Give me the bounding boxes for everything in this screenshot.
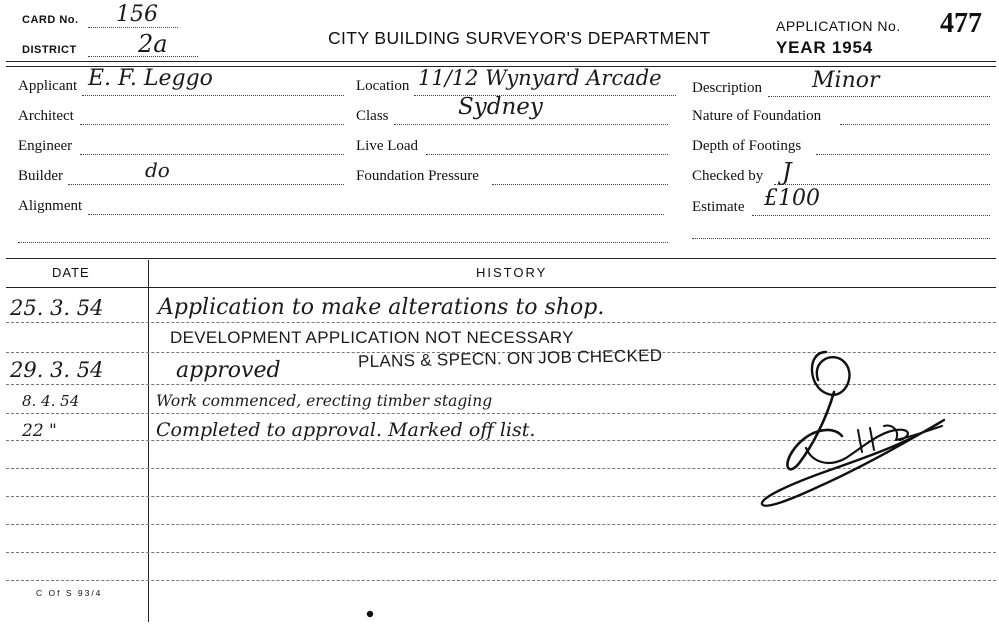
history-entry: approved — [176, 358, 281, 383]
history-date: 22 " — [22, 421, 57, 441]
district-label: DISTRICT — [22, 44, 77, 56]
architect-label: Architect — [18, 108, 74, 124]
location-label: Location — [356, 78, 410, 94]
location-value: 11/12 Wynyard Arcade — [418, 66, 662, 90]
description-value: Minor — [812, 68, 880, 93]
history-entry: Application to make alterations to shop. — [158, 295, 605, 320]
class-label: Class — [356, 108, 389, 124]
district-value: 2a — [138, 30, 168, 58]
department-title: CITY BUILDING SURVEYOR'S DEPARTMENT — [328, 28, 711, 48]
application-no-value: 477 — [940, 8, 982, 39]
builder-value: do — [145, 158, 170, 182]
history-date: 8. 4. 54 — [22, 392, 80, 410]
description-label: Description — [692, 80, 762, 96]
card-no-value: 156 — [116, 2, 158, 27]
estimate-value: £100 — [764, 186, 820, 211]
depth-of-footings-label: Depth of Footings — [692, 138, 802, 154]
form-code: C Of S 93/4 — [36, 588, 103, 598]
history-date: 25. 3. 54 — [10, 296, 104, 320]
applicant-label: Applicant — [18, 78, 78, 94]
application-no-label: APPLICATION No. — [776, 18, 901, 34]
history-entry: Work commenced, erecting timber staging — [156, 392, 493, 410]
year-label: YEAR 1954 — [776, 38, 873, 57]
live-load-label: Live Load — [356, 138, 419, 154]
history-entry: Completed to approval. Marked off list. — [156, 419, 536, 441]
date-column-header: DATE — [52, 265, 90, 280]
alignment-label: Alignment — [18, 198, 83, 214]
class-value: Sydney — [458, 94, 543, 120]
history-date: 29. 3. 54 — [10, 358, 104, 382]
card-no-label: CARD No. — [22, 14, 79, 26]
checked-by-label: Checked by — [692, 168, 764, 184]
history-column-header: HISTORY — [476, 265, 548, 280]
estimate-label: Estimate — [692, 199, 745, 215]
development-stamp: DEVELOPMENT APPLICATION NOT NECESSARY — [170, 328, 574, 347]
plans-checked-stamp: PLANS & SPECN. ON JOB CHECKED — [357, 345, 663, 372]
nature-of-foundation-label: Nature of Foundation — [692, 108, 822, 124]
checked-by-value: J — [782, 158, 792, 186]
applicant-value: E. F. Leggo — [88, 66, 213, 91]
builder-label: Builder — [18, 168, 63, 184]
engineer-label: Engineer — [18, 138, 73, 154]
foundation-pressure-label: Foundation Pressure — [356, 168, 479, 184]
